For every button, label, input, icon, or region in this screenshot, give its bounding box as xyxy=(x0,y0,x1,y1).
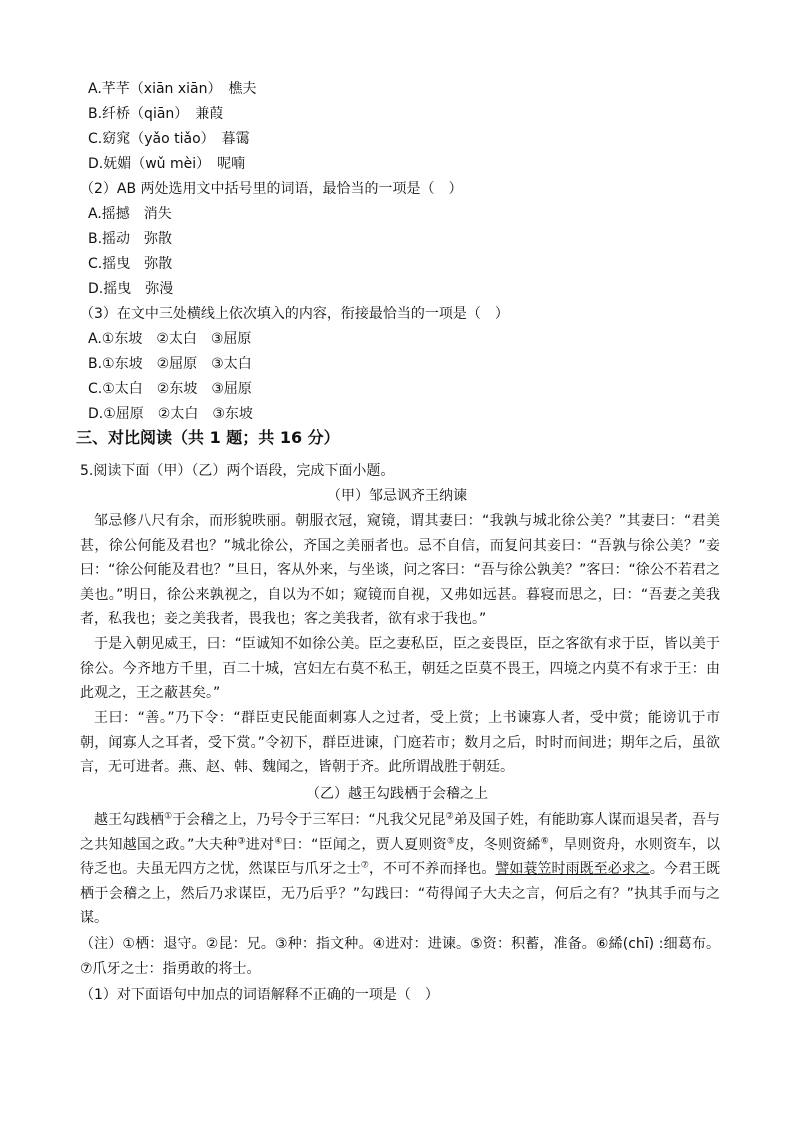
q2-option-b: B.摇动 弥散 xyxy=(88,231,173,247)
q1-option-d: D.妩媚（wǔ mèi） 呢喃 xyxy=(88,156,246,172)
passage-yi-title: （乙）越王勾践栖于会稽之上 xyxy=(306,786,488,802)
yi-text-1: 越王勾践栖 xyxy=(94,812,165,828)
q2-option-c: C.摇曳 弥散 xyxy=(88,256,173,272)
q2-option-d: D.摇曳 弥漫 xyxy=(88,281,174,297)
note-mark-1: ① xyxy=(164,811,173,822)
note-mark-2: ② xyxy=(445,811,454,822)
annotation-notes: （注）①栖：退守。②昆：兄。③种：指文种。④进对：进谏。⑤资：积蓄，准备。⑥絺(chī) :细葛布。⑦爪牙之士：指勇敢的将士。 xyxy=(80,936,720,977)
q1-option-a: A.芊芊（xiān xiān） 樵夫 xyxy=(88,81,257,97)
q1-option-c: C.窈窕（yǎo tiǎo） 暮霭 xyxy=(88,131,250,147)
section-3-heading: 三、对比阅读（共 1 题；共 16 分） xyxy=(76,428,340,447)
q5-intro: 5.阅读下面（甲）（乙）两个语段，完成下面小题。 xyxy=(80,463,395,479)
q3-option-d: D.①屈原 ②太白 ③东坡 xyxy=(88,406,253,422)
q2-option-a: A.摇撼 消失 xyxy=(88,206,172,222)
q3-option-b: B.①东坡 ②屈原 ③太白 xyxy=(88,356,252,372)
passage-jia-paragraph-3: 王曰：“善。”乃下令：“群臣吏民能面刺寡人之过者，受上赏；上书谏寡人者，受中赏；能谤讥于市朝，闻寡人之耳者，受下赏。”令初下，群臣进谏，门庭若市；数月之后，时时而间进；期年之后，虽欲言，无可进者。燕、赵、韩、魏闻之，皆朝于齐。此所谓战胜于朝廷。 xyxy=(80,710,720,776)
yi-text-2: 于会稽之上，乃号令于三军曰：“凡我父兄昆 xyxy=(172,812,446,828)
note-mark-3: ③ xyxy=(237,835,246,846)
yi-text-5: 曰：“臣闻之，贾人夏则资 xyxy=(282,836,447,853)
q3-option-a: A.①东坡 ②太白 ③屈原 xyxy=(88,331,252,347)
yi-text-6: 皮，冬则资絺 xyxy=(455,836,541,853)
q3-option-c: C.①太白 ②东坡 ③屈原 xyxy=(88,381,252,397)
note-mark-6: ⑥ xyxy=(540,835,550,846)
yi-text-4: 进对 xyxy=(245,836,275,853)
yi-text-3: 弟及国子姓，有能助寡人谋而退吴者，吾与之共知越国之政。”大夫种 xyxy=(80,812,721,853)
passage-jia-paragraph-2: 于是入朝见威王，曰：“臣诚知不如徐公美。臣之妻私臣，臣之妾畏臣，臣之客欲有求于臣，皆以美于徐公。今齐地方千里，百二十城，宫妇左右莫不私王，朝廷之臣莫不畏王，四境之内莫不有求于王：由此观之，王之蔽甚矣。” xyxy=(80,636,720,702)
passage-jia-paragraph-1: 邹忌修八尺有余，而形貌昳丽。朝服衣冠，窥镜，谓其妻曰：“我孰与城北徐公美？”其妻曰：“君美甚，徐公何能及君也？”城北徐公，齐国之美丽者也。忌不自信，而复问其妾曰：“吾孰与徐公美？”妾曰：“徐公何能及君也？”旦日，客从外来，与坐谈，问之客曰：“吾与徐公孰美？”客曰：“徐公不若君之美也。”明日，徐公来孰视之，自以为不如；窥镜而自视，又弗如远甚。暮寝而思之，曰：“吾妻之美我者，私我也；妾之美我者，畏我也；客之美我者，欲有求于我也。” xyxy=(80,513,720,628)
note-mark-5: ⑤ xyxy=(446,835,456,846)
passage-jia-title: （甲）邹忌讽齐王纳谏 xyxy=(327,488,467,504)
yi-text-7: ，旱则资舟，水则资车，以待乏也。夫虽无四方之忧，然谋臣与爪牙之士 xyxy=(80,836,720,878)
q5-sub-1-prompt: （1）对下面语句中加点的词语解释不正确的一项是（ ） xyxy=(80,987,439,1003)
q3-prompt: （3）在文中三处横线上依次填入的内容，衔接最恰当的一项是（ ） xyxy=(80,306,509,322)
underlined-sentence: 譬如蓑笠时雨既至必求之 xyxy=(495,861,650,878)
q2-prompt: （2）AB 两处选用文中括号里的词语，最恰当的一项是（ ） xyxy=(80,181,463,197)
yi-text-9: 。今君王既栖于会稽之上，然后乃求谋臣，无乃后乎？”勾践曰：“苟得闻子大夫之言，何后之有？”执其手而与之谋。 xyxy=(80,861,721,927)
note-mark-7: ⑦ xyxy=(360,860,369,871)
passage-yi-paragraph-1 xyxy=(80,808,720,931)
yi-text-8: ，不可不养而择也。 xyxy=(368,861,496,878)
q1-option-b: B.纤桥（qiān） 兼葭 xyxy=(88,106,224,122)
note-mark-4: ④ xyxy=(274,835,283,846)
